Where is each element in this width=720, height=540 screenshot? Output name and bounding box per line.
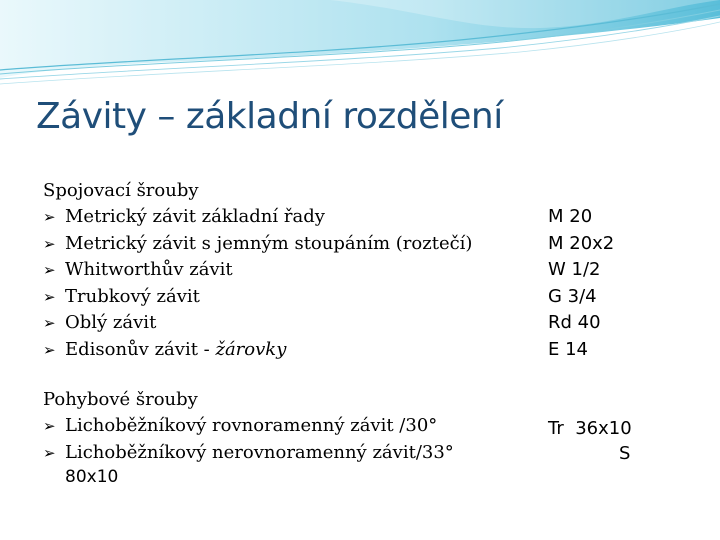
section-heading-motion: Pohybové šrouby <box>43 389 198 410</box>
list-item: ➢ Metrický závit s jemným stoupáním (roztečí) <box>43 231 523 258</box>
arrow-bullet-icon: ➢ <box>43 287 56 306</box>
list-item: ➢ Trubkový závit <box>43 284 523 311</box>
list-item: ➢ Edisonův závit - žárovky <box>43 337 523 364</box>
arrow-bullet-icon: ➢ <box>43 208 56 226</box>
thread-code: Tr 36x10 <box>548 418 632 439</box>
thread-code: S <box>619 443 631 464</box>
list-item: ➢ Lichoběžníkový nerovnoramenný závit/33° <box>43 440 523 467</box>
thread-code: Rd 40 <box>548 312 601 333</box>
thread-code: M 20x2 <box>548 232 615 254</box>
section-heading-fastening: Spojovací šrouby <box>43 180 199 201</box>
thread-code: M 20 <box>548 206 593 227</box>
italic-note: žárovky <box>215 338 287 360</box>
arrow-bullet-icon: ➢ <box>43 340 56 359</box>
arrow-bullet-icon: ➢ <box>43 443 56 462</box>
slide-title: Závity – základní rozdělení <box>36 96 503 137</box>
arrow-bullet-icon: ➢ <box>43 417 56 435</box>
arrow-bullet-icon: ➢ <box>43 314 56 332</box>
thread-codes-fastening <box>548 204 614 363</box>
thread-codes-motion <box>548 416 632 443</box>
list-item: ➢ Lichoběžníkový rovnoramenný závit /30° <box>43 413 523 440</box>
continuation-text: 80x10 <box>65 467 119 487</box>
list-item: ➢ Metrický závit základní řady <box>43 204 523 231</box>
thread-code: W 1/2 <box>548 259 601 280</box>
arrow-bullet-icon: ➢ <box>43 234 56 253</box>
list-item: ➢ Whitworthův závit <box>43 257 523 284</box>
thread-list <box>43 178 523 488</box>
decorative-wave-header <box>0 0 720 90</box>
thread-code: G 3/4 <box>548 285 597 307</box>
thread-code: E 14 <box>548 338 588 360</box>
arrow-bullet-icon: ➢ <box>43 261 56 279</box>
list-item: ➢ Oblý závit <box>43 310 523 337</box>
